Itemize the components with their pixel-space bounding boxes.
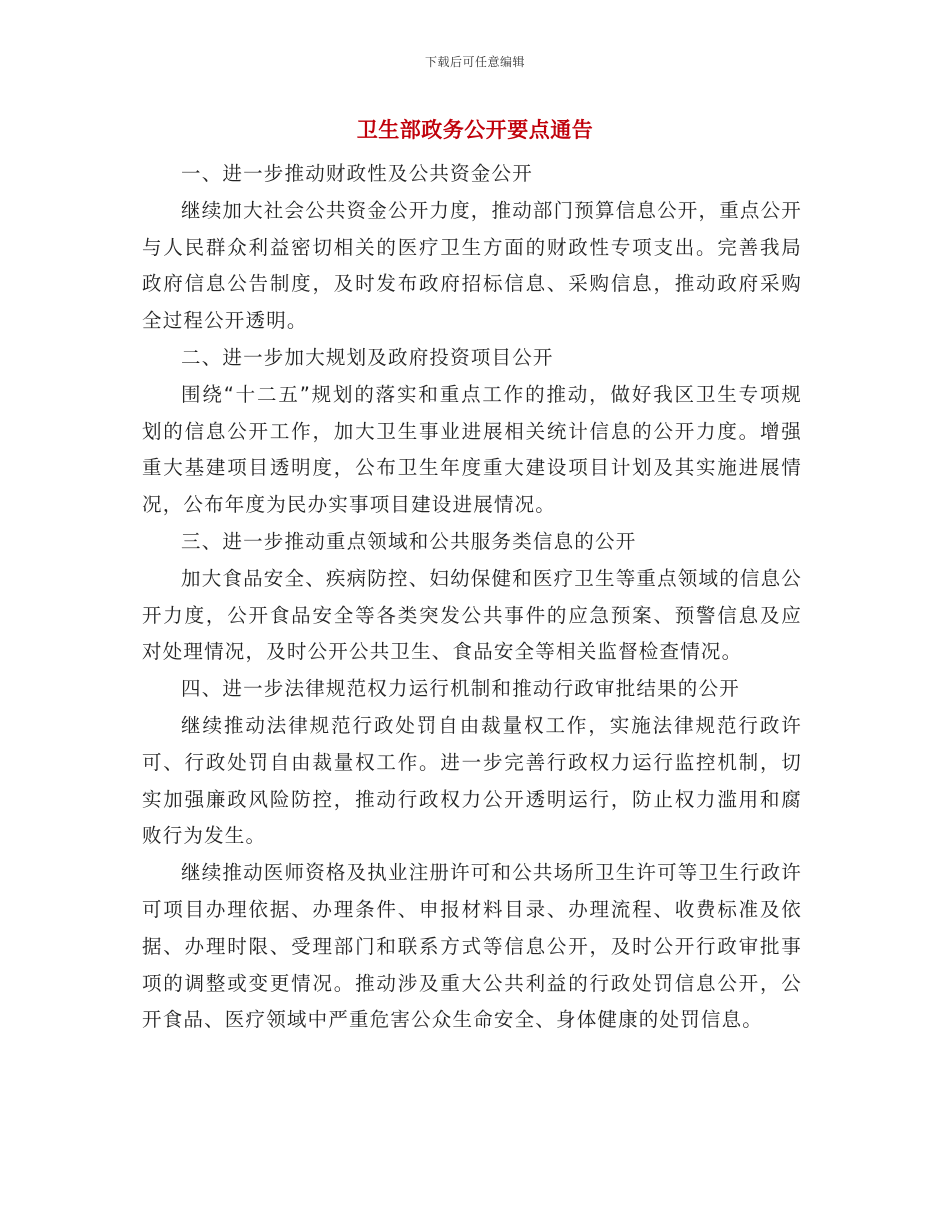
paragraph-5: 继续推动医师资格及执业注册许可和公共场所卫生许可等卫生行政许可项目办理依据、办理条件、申报材料目录、办理流程、收费标准及依据、办理时限、受理部门和联系方式等信息公开，及时公开行政审批事项的调整或变更情况。推动涉及重大公共利益的行政处罚信息公开，公开食品、医疗领域中严重危害公众生命安全、身体健康的处罚信息。 — [142, 861, 803, 1032]
paragraph-3: 加大食品安全、疾病防控、妇幼保健和医疗卫生等重点领域的信息公开力度，公开食品安全等各类突发公共事件的应急预案、预警信息及应对处理情况，及时公开公共卫生、食品安全等相关监督检查情况。 — [142, 566, 803, 664]
paragraph-1: 继续加大社会公共资金公开力度，推动部门预算信息公开，重点公开与人民群众利益密切相关的医疗卫生方面的财政性专项支出。完善我局政府信息公告制度，及时发布政府招标信息、采购信息，推动政府采购全过程公开透明。 — [142, 198, 803, 333]
header-note: 下载后可任意编辑 — [424, 55, 525, 69]
document-title: 卫生部政务公开要点通告 — [356, 118, 594, 142]
section-heading-4: 四、进一步法律规范权力运行机制和推动行政审批结果的公开 — [181, 677, 740, 701]
section-heading-1: 一、进一步推动财政性及公共资金公开 — [181, 162, 533, 185]
document-body — [142, 156, 802, 1039]
paragraph-2: 围绕“十二五”规划的落实和重点工作的推动，做好我区卫生专项规划的信息公开工作，加大卫生事业进展相关统计信息的公开力度。增强重大基建项目透明度，公布卫生年度重大建设项目计划及其实施进展情况，公布年度为民办实事项目建设进展情况。 — [142, 382, 802, 517]
section-heading-3: 三、进一步推动重点领域和公共服务类信息的公开 — [181, 529, 637, 553]
paragraph-4: 继续推动法律规范行政处罚自由裁量权工作，实施法律规范行政许可、行政处罚自由裁量权工作。进一步完善行政权力运行监控机制，切实加强廉政风险防控，推动行政权力公开透明运行，防止权力滥用和腐败行为发生。 — [142, 713, 802, 848]
section-heading-2: 二、进一步加大规划及政府投资项目公开 — [181, 345, 554, 369]
